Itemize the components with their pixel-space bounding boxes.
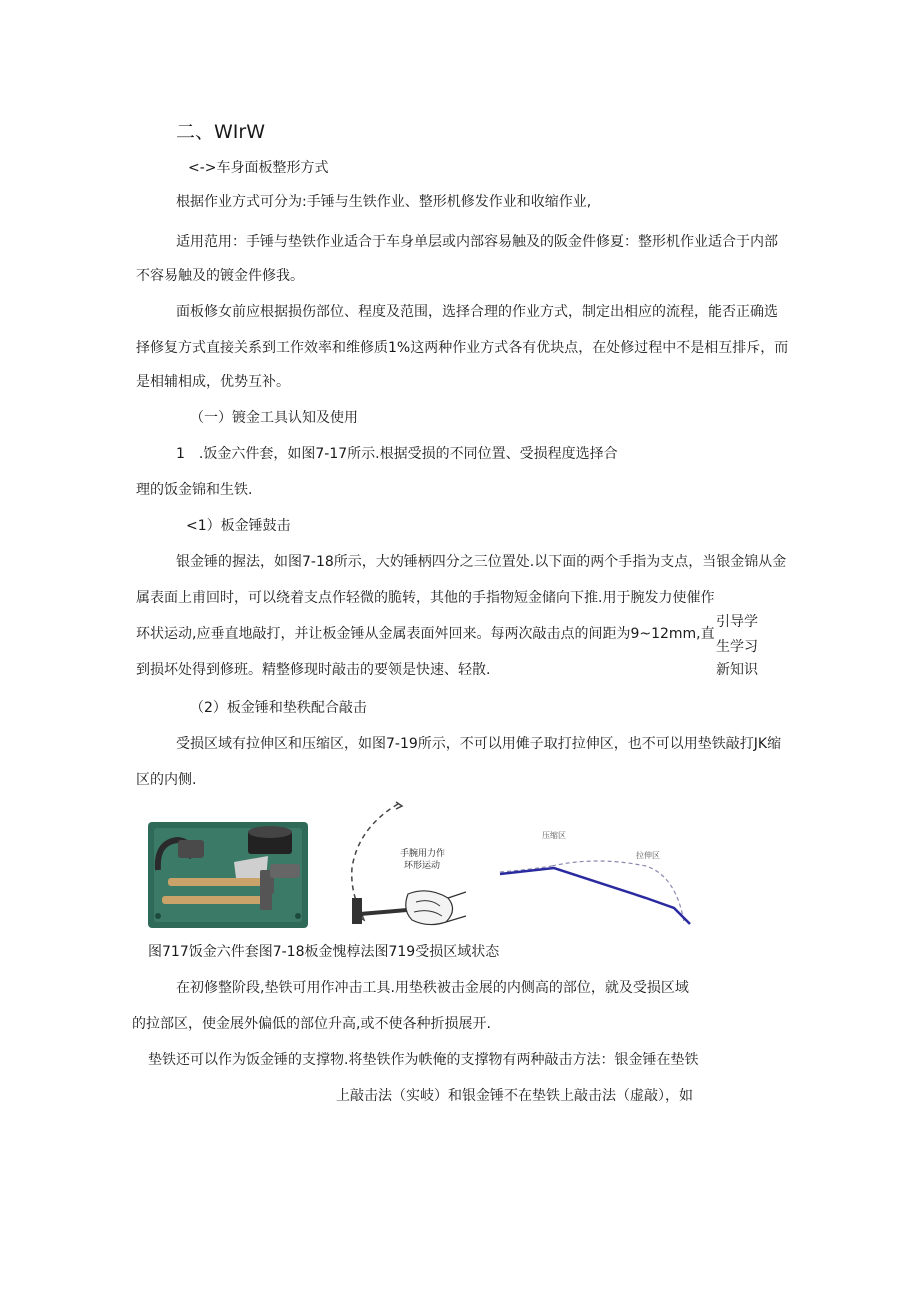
paragraph-line: 上敲击法（实岐）和银金锤不在垫铁上敲击法（虚敲），如 xyxy=(336,1088,693,1104)
side-note-line: 新知识 xyxy=(716,662,758,678)
list-item-line: 理的饭金锦和生铁. xyxy=(136,482,253,498)
paragraph-line: 择修复方式直接关系到工作效率和维修质1%这两种作业方式各有优块点，在处修过程中不是相互排斥，而 xyxy=(136,340,789,356)
paragraph-line: 的拉部区，使金展外偏低的部位升高,或不使各种折损展开. xyxy=(132,1016,491,1032)
section-heading: 二、WIrW xyxy=(176,121,265,143)
paragraph-line: 银金锤的握法，如图7-18所示，大妁锤柄四分之三位置处.以下面的两个手指为支点，当银金锦从金 xyxy=(176,554,787,570)
figure-damage-zones xyxy=(496,826,692,926)
figure-label: 拉伸区 xyxy=(636,851,660,860)
paragraph-line: 在初修整阶段,垫铁可用作冲击工具.用垫秩被击金展的内侧高的部位，就及受损区域 xyxy=(176,980,689,996)
side-note-line: 引导学 xyxy=(716,614,758,630)
paragraph-line: 适用范用：手锤与垫铁作业适合于车身单层或内部容易触及的阪金件修夏：整形机作业适合于内部 xyxy=(176,234,778,250)
figure-hammer-grip xyxy=(338,798,468,930)
subsection-heading: <->车身面板整形方式 xyxy=(188,160,329,176)
paragraph-line: 受损区域有拉伸区和压缩区，如图7-19所示，不可以用傩子取打拉伸区，也不可以用垫铁敲打JK缩 xyxy=(176,736,782,752)
subsection-title: <1）板金锤鼓击 xyxy=(186,518,291,534)
figure-toolkit-photo xyxy=(148,822,308,928)
figure-label: 手腕用力作 xyxy=(400,849,446,859)
side-note-line: 生学习 xyxy=(716,639,758,655)
figure-label: 压缩区 xyxy=(542,831,566,840)
paragraph-line: 环状运动,应垂直地敲打，并让板金锤从金属表面舛回来。每两次敲击点的间距为9~12mm,直 xyxy=(136,626,715,642)
paragraph-line: 到损坏处得到修班。精整修现时敲击的要领是快速、轻散. xyxy=(136,662,491,678)
paragraph-line: 面板修女前应根据损伤部位、程度及范围，选择合理的作业方式，制定出相应的流程，能否正确选 xyxy=(176,304,778,320)
paragraph-line: 不容易触及的镀金件修我。 xyxy=(136,268,304,284)
figure-label: 环形运动 xyxy=(404,861,441,871)
paragraph-line: 垫铁还可以作为饭金锤的支撑物.将垫铁作为帙俺的支撑物有两种敲击方法：银金锤在垫铁 xyxy=(148,1052,699,1068)
paragraph-line: 是相辅相成，优势互补。 xyxy=(136,374,290,390)
section-title: （一）镀金工具认知及使用 xyxy=(190,410,358,426)
paragraph-line: 属表面上甫回时，可以绕着支点作轻微的脆转，其他的手指物短金储向下推.用于腕发力使催作 xyxy=(136,590,715,606)
figure-caption: 图717饭金六件套图7-18板金愧椁法图719受损区域状态 xyxy=(148,944,500,960)
subsection-title: （2）板金锤和垫秩配合敲击 xyxy=(190,700,367,716)
paragraph-line: 根据作业方式可分为:手锤与生铁作业、整形机修发作业和收缩作业, xyxy=(176,194,592,210)
paragraph-line: 区的内侧. xyxy=(136,772,197,788)
list-item-line: 1 .饭金六件套，如图7-17所示.根据受损的不同位置、受损程度选择合 xyxy=(176,446,618,462)
